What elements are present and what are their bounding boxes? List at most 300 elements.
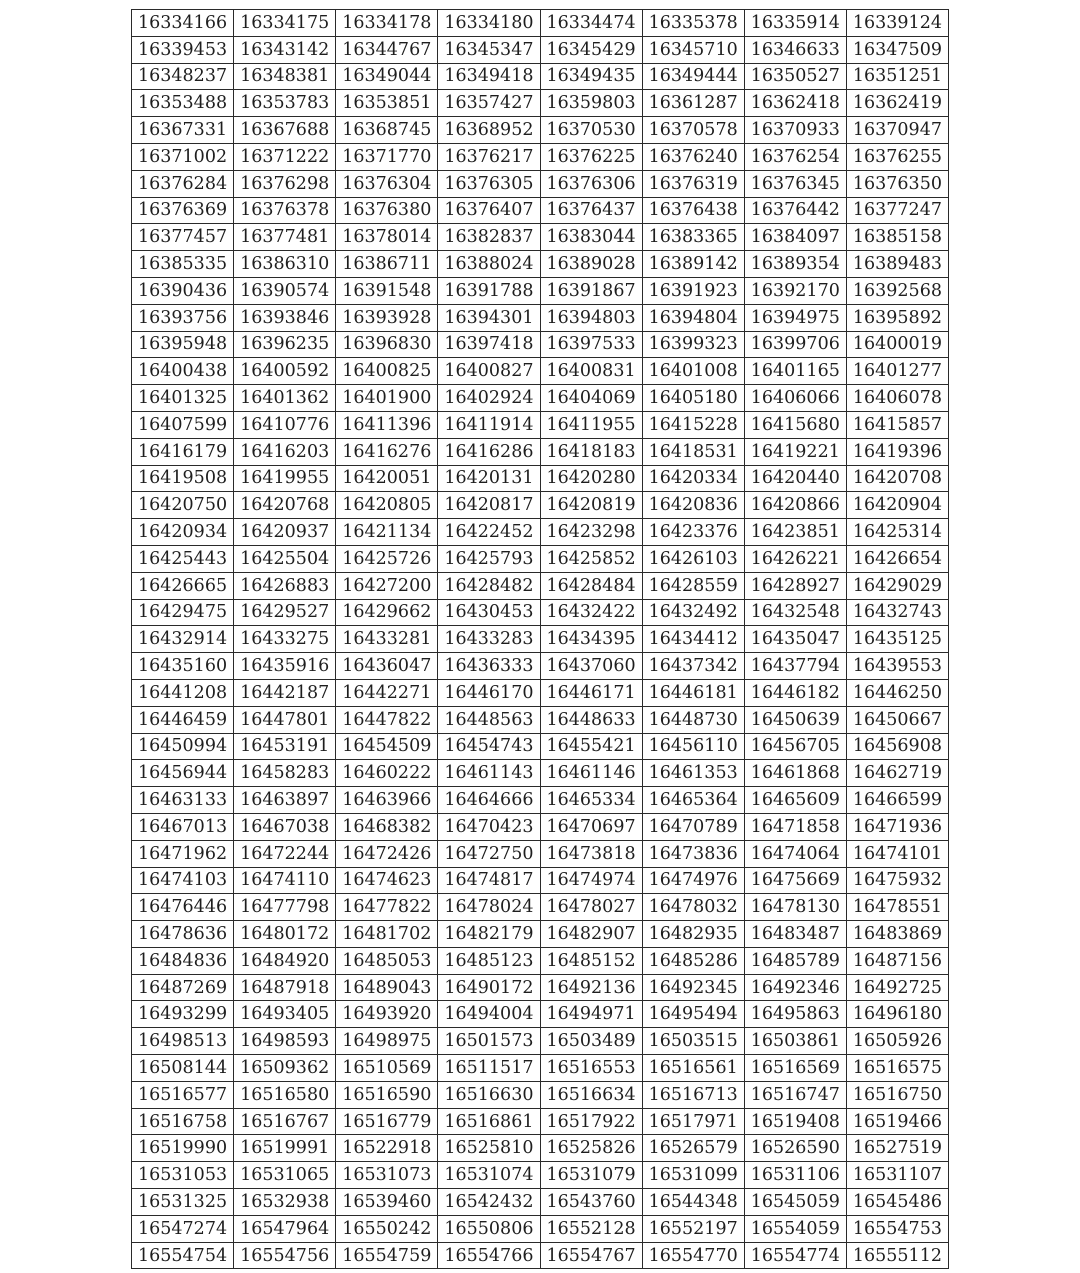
- table-cell: 16516750: [846, 1081, 948, 1108]
- table-cell: 16416179: [132, 438, 234, 465]
- table-cell: 16477798: [234, 894, 336, 921]
- table-cell: 16376284: [132, 170, 234, 197]
- table-cell: 16425852: [540, 545, 642, 572]
- table-cell: 16397533: [540, 331, 642, 358]
- table-cell: 16376350: [846, 170, 948, 197]
- table-row: [132, 63, 949, 90]
- table-cell: 16516553: [540, 1055, 642, 1082]
- table-cell: 16419396: [846, 438, 948, 465]
- table-cell: 16377457: [132, 224, 234, 251]
- table-cell: 16411914: [438, 411, 540, 438]
- table-cell: 16531107: [846, 1162, 948, 1189]
- table-cell: 16545486: [846, 1189, 948, 1216]
- table-row: [132, 358, 949, 385]
- table-cell: 16416203: [234, 438, 336, 465]
- table-cell: 16335914: [744, 10, 846, 37]
- table-cell: 16475669: [744, 867, 846, 894]
- table-cell: 16361287: [642, 90, 744, 117]
- table-cell: 16378014: [336, 224, 438, 251]
- table-row: [132, 1081, 949, 1108]
- table-cell: 16376442: [744, 197, 846, 224]
- table-cell: 16475932: [846, 867, 948, 894]
- table-row: [132, 760, 949, 787]
- table-cell: 16446171: [540, 679, 642, 706]
- table-cell: 16423376: [642, 519, 744, 546]
- table-cell: 16420817: [438, 492, 540, 519]
- table-cell: 16473836: [642, 840, 744, 867]
- table-cell: 16454743: [438, 733, 540, 760]
- table-cell: 16434412: [642, 626, 744, 653]
- table-cell: 16516561: [642, 1055, 744, 1082]
- table-row: [132, 974, 949, 1001]
- table-row: [132, 1215, 949, 1242]
- table-cell: 16495494: [642, 1001, 744, 1028]
- table-cell: 16426665: [132, 572, 234, 599]
- table-cell: 16446182: [744, 679, 846, 706]
- table-row: [132, 733, 949, 760]
- table-cell: 16460222: [336, 760, 438, 787]
- table-cell: 16370947: [846, 117, 948, 144]
- table-cell: 16554767: [540, 1242, 642, 1269]
- table-cell: 16416276: [336, 438, 438, 465]
- table-cell: 16343142: [234, 36, 336, 63]
- table-cell: 16494971: [540, 1001, 642, 1028]
- table-cell: 16519991: [234, 1135, 336, 1162]
- table-cell: 16406066: [744, 385, 846, 412]
- table-cell: 16480172: [234, 921, 336, 948]
- table-cell: 16394975: [744, 304, 846, 331]
- table-cell: 16396235: [234, 331, 336, 358]
- table-cell: 16447801: [234, 706, 336, 733]
- table-cell: 16415857: [846, 411, 948, 438]
- table-cell: 16470423: [438, 813, 540, 840]
- table-cell: 16376319: [642, 170, 744, 197]
- table-cell: 16474110: [234, 867, 336, 894]
- table-cell: 16465364: [642, 787, 744, 814]
- table-cell: 16531074: [438, 1162, 540, 1189]
- table-cell: 16376437: [540, 197, 642, 224]
- table-cell: 16442271: [336, 679, 438, 706]
- table-cell: 16478027: [540, 894, 642, 921]
- table-cell: 16426883: [234, 572, 336, 599]
- table-cell: 16425443: [132, 545, 234, 572]
- table-cell: 16495863: [744, 1001, 846, 1028]
- table-cell: 16401008: [642, 358, 744, 385]
- table-cell: 16470789: [642, 813, 744, 840]
- table-cell: 16429029: [846, 572, 948, 599]
- table-cell: 16425793: [438, 545, 540, 572]
- table-cell: 16468382: [336, 813, 438, 840]
- table-row: [132, 36, 949, 63]
- table-cell: 16376345: [744, 170, 846, 197]
- table-row: [132, 1001, 949, 1028]
- table-cell: 16492136: [540, 974, 642, 1001]
- table-cell: 16370578: [642, 117, 744, 144]
- table-cell: 16383044: [540, 224, 642, 251]
- table-cell: 16420280: [540, 465, 642, 492]
- table-cell: 16420819: [540, 492, 642, 519]
- table-cell: 16423851: [744, 519, 846, 546]
- table-cell: 16420934: [132, 519, 234, 546]
- table-cell: 16519466: [846, 1108, 948, 1135]
- table-cell: 16474101: [846, 840, 948, 867]
- table-cell: 16543760: [540, 1189, 642, 1216]
- table-cell: 16368952: [438, 117, 540, 144]
- table-cell: 16334175: [234, 10, 336, 37]
- table-cell: 16346633: [744, 36, 846, 63]
- table-cell: 16450639: [744, 706, 846, 733]
- table-cell: 16463897: [234, 787, 336, 814]
- table-cell: 16482179: [438, 921, 540, 948]
- table-cell: 16471962: [132, 840, 234, 867]
- table-cell: 16420904: [846, 492, 948, 519]
- table-cell: 16376254: [744, 143, 846, 170]
- table-cell: 16359803: [540, 90, 642, 117]
- table-cell: 16334180: [438, 10, 540, 37]
- table-cell: 16388024: [438, 251, 540, 278]
- table-cell: 16353488: [132, 90, 234, 117]
- table-cell: 16389483: [846, 251, 948, 278]
- table-cell: 16415228: [642, 411, 744, 438]
- table-cell: 16516747: [744, 1081, 846, 1108]
- table-cell: 16478032: [642, 894, 744, 921]
- table-cell: 16448563: [438, 706, 540, 733]
- table-cell: 16349444: [642, 63, 744, 90]
- table-cell: 16349418: [438, 63, 540, 90]
- table-cell: 16376438: [642, 197, 744, 224]
- table-cell: 16455421: [540, 733, 642, 760]
- table-cell: 16402924: [438, 385, 540, 412]
- table-cell: 16430453: [438, 599, 540, 626]
- table-cell: 16482935: [642, 921, 744, 948]
- table-cell: 16503861: [744, 1028, 846, 1055]
- table-cell: 16463966: [336, 787, 438, 814]
- table-cell: 16390436: [132, 277, 234, 304]
- table-cell: 16377247: [846, 197, 948, 224]
- table-cell: 16349435: [540, 63, 642, 90]
- table-cell: 16401900: [336, 385, 438, 412]
- table-cell: 16446181: [642, 679, 744, 706]
- table-cell: 16419221: [744, 438, 846, 465]
- table-cell: 16474976: [642, 867, 744, 894]
- table-cell: 16395892: [846, 304, 948, 331]
- table-cell: 16554753: [846, 1215, 948, 1242]
- table-cell: 16516575: [846, 1055, 948, 1082]
- table-row: [132, 170, 949, 197]
- table-cell: 16425504: [234, 545, 336, 572]
- table-cell: 16485286: [642, 947, 744, 974]
- table-cell: 16461353: [642, 760, 744, 787]
- table-row: [132, 197, 949, 224]
- table-cell: 16433275: [234, 626, 336, 653]
- table-cell: 16492346: [744, 974, 846, 1001]
- table-cell: 16362418: [744, 90, 846, 117]
- table-cell: 16370933: [744, 117, 846, 144]
- table-cell: 16415680: [744, 411, 846, 438]
- table-cell: 16516767: [234, 1108, 336, 1135]
- table-cell: 16434395: [540, 626, 642, 653]
- table-cell: 16503515: [642, 1028, 744, 1055]
- table-cell: 16487156: [846, 947, 948, 974]
- table-cell: 16484836: [132, 947, 234, 974]
- table-cell: 16393756: [132, 304, 234, 331]
- table-cell: 16435125: [846, 626, 948, 653]
- table-row: [132, 947, 949, 974]
- table-cell: 16422452: [438, 519, 540, 546]
- table-cell: 16376225: [540, 143, 642, 170]
- table-cell: 16550806: [438, 1215, 540, 1242]
- table-cell: 16510569: [336, 1055, 438, 1082]
- table-cell: 16456705: [744, 733, 846, 760]
- table-row: [132, 706, 949, 733]
- table-cell: 16377481: [234, 224, 336, 251]
- table-cell: 16433281: [336, 626, 438, 653]
- table-row: [132, 1108, 949, 1135]
- table-cell: 16544348: [642, 1189, 744, 1216]
- table-cell: 16492725: [846, 974, 948, 1001]
- table-cell: 16428927: [744, 572, 846, 599]
- table-cell: 16447822: [336, 706, 438, 733]
- table-cell: 16426221: [744, 545, 846, 572]
- table-cell: 16371770: [336, 143, 438, 170]
- table-cell: 16465609: [744, 787, 846, 814]
- table-cell: 16401165: [744, 358, 846, 385]
- table-cell: 16351251: [846, 63, 948, 90]
- table-cell: 16386310: [234, 251, 336, 278]
- table-cell: 16382837: [438, 224, 540, 251]
- table-cell: 16442187: [234, 679, 336, 706]
- table-row: [132, 599, 949, 626]
- table-cell: 16399706: [744, 331, 846, 358]
- table-row: [132, 90, 949, 117]
- table-cell: 16426103: [642, 545, 744, 572]
- table-cell: 16483487: [744, 921, 846, 948]
- table-cell: 16519408: [744, 1108, 846, 1135]
- table-cell: 16498513: [132, 1028, 234, 1055]
- table-cell: 16531053: [132, 1162, 234, 1189]
- table-cell: 16554766: [438, 1242, 540, 1269]
- table-cell: 16419955: [234, 465, 336, 492]
- table-cell: 16456944: [132, 760, 234, 787]
- table-cell: 16517922: [540, 1108, 642, 1135]
- table-cell: 16554754: [132, 1242, 234, 1269]
- table-cell: 16400019: [846, 331, 948, 358]
- table-cell: 16367331: [132, 117, 234, 144]
- table-cell: 16554756: [234, 1242, 336, 1269]
- table-cell: 16400831: [540, 358, 642, 385]
- table-cell: 16418183: [540, 438, 642, 465]
- table-cell: 16357427: [438, 90, 540, 117]
- table-cell: 16554759: [336, 1242, 438, 1269]
- table-cell: 16439553: [846, 653, 948, 680]
- table-cell: 16450994: [132, 733, 234, 760]
- table-cell: 16362419: [846, 90, 948, 117]
- table-cell: 16334166: [132, 10, 234, 37]
- table-cell: 16420131: [438, 465, 540, 492]
- table-cell: 16339124: [846, 10, 948, 37]
- table-cell: 16446250: [846, 679, 948, 706]
- table-cell: 16484920: [234, 947, 336, 974]
- table-row: [132, 117, 949, 144]
- table-cell: 16429662: [336, 599, 438, 626]
- table-cell: 16493299: [132, 1001, 234, 1028]
- table-cell: 16416286: [438, 438, 540, 465]
- table-cell: 16531325: [132, 1189, 234, 1216]
- table-cell: 16555112: [846, 1242, 948, 1269]
- table-cell: 16531065: [234, 1162, 336, 1189]
- table-cell: 16552197: [642, 1215, 744, 1242]
- table-cell: 16485123: [438, 947, 540, 974]
- table-cell: 16376306: [540, 170, 642, 197]
- table-cell: 16391923: [642, 277, 744, 304]
- table-cell: 16509362: [234, 1055, 336, 1082]
- table-cell: 16376378: [234, 197, 336, 224]
- table-cell: 16421134: [336, 519, 438, 546]
- table-cell: 16471858: [744, 813, 846, 840]
- table-cell: 16516580: [234, 1081, 336, 1108]
- table-cell: 16390574: [234, 277, 336, 304]
- table-cell: 16517971: [642, 1108, 744, 1135]
- table-cell: 16425314: [846, 519, 948, 546]
- table-cell: 16448633: [540, 706, 642, 733]
- table-cell: 16389028: [540, 251, 642, 278]
- table-cell: 16498593: [234, 1028, 336, 1055]
- table-cell: 16505926: [846, 1028, 948, 1055]
- table-cell: 16472750: [438, 840, 540, 867]
- table-cell: 16420750: [132, 492, 234, 519]
- table-cell: 16394803: [540, 304, 642, 331]
- table-cell: 16348381: [234, 63, 336, 90]
- table-cell: 16386711: [336, 251, 438, 278]
- table-cell: 16532938: [234, 1189, 336, 1216]
- table-cell: 16476446: [132, 894, 234, 921]
- table-cell: 16516577: [132, 1081, 234, 1108]
- table-cell: 16401277: [846, 358, 948, 385]
- table-cell: 16552128: [540, 1215, 642, 1242]
- table-row: [132, 653, 949, 680]
- table-cell: 16466599: [846, 787, 948, 814]
- table-cell: 16435916: [234, 653, 336, 680]
- table-cell: 16420937: [234, 519, 336, 546]
- table-cell: 16349044: [336, 63, 438, 90]
- table-row: [132, 545, 949, 572]
- table-cell: 16458283: [234, 760, 336, 787]
- table-cell: 16474974: [540, 867, 642, 894]
- table-row: [132, 813, 949, 840]
- table-row: [132, 921, 949, 948]
- table-cell: 16545059: [744, 1189, 846, 1216]
- table-cell: 16436333: [438, 653, 540, 680]
- table-cell: 16432422: [540, 599, 642, 626]
- table-cell: 16396830: [336, 331, 438, 358]
- table-cell: 16516630: [438, 1081, 540, 1108]
- table-cell: 16353851: [336, 90, 438, 117]
- table-cell: 16511517: [438, 1055, 540, 1082]
- table-cell: 16485152: [540, 947, 642, 974]
- table-cell: 16420051: [336, 465, 438, 492]
- table-cell: 16420768: [234, 492, 336, 519]
- table-cell: 16525810: [438, 1135, 540, 1162]
- table-cell: 16494004: [438, 1001, 540, 1028]
- table-cell: 16462719: [846, 760, 948, 787]
- table-cell: 16489043: [336, 974, 438, 1001]
- table-cell: 16485053: [336, 947, 438, 974]
- table-cell: 16371002: [132, 143, 234, 170]
- table-cell: 16487269: [132, 974, 234, 1001]
- table-cell: 16345429: [540, 36, 642, 63]
- table-cell: 16519990: [132, 1135, 234, 1162]
- table-cell: 16487918: [234, 974, 336, 1001]
- table-cell: 16467038: [234, 813, 336, 840]
- table-cell: 16432914: [132, 626, 234, 653]
- table-cell: 16385158: [846, 224, 948, 251]
- table-cell: 16441208: [132, 679, 234, 706]
- table-cell: 16429475: [132, 599, 234, 626]
- table-row: [132, 679, 949, 706]
- table-cell: 16411396: [336, 411, 438, 438]
- table-cell: 16432743: [846, 599, 948, 626]
- table-row: [132, 1242, 949, 1269]
- table-cell: 16376305: [438, 170, 540, 197]
- table-cell: 16503489: [540, 1028, 642, 1055]
- table-cell: 16429527: [234, 599, 336, 626]
- table-cell: 16470697: [540, 813, 642, 840]
- table-cell: 16490172: [438, 974, 540, 1001]
- table-row: [132, 304, 949, 331]
- table-cell: 16554774: [744, 1242, 846, 1269]
- table-row: [132, 251, 949, 278]
- table-cell: 16376298: [234, 170, 336, 197]
- table-cell: 16392170: [744, 277, 846, 304]
- table-cell: 16450667: [846, 706, 948, 733]
- table-row: [132, 492, 949, 519]
- table-cell: 16496180: [846, 1001, 948, 1028]
- table-cell: 16471936: [846, 813, 948, 840]
- table-cell: 16397418: [438, 331, 540, 358]
- table-cell: 16423298: [540, 519, 642, 546]
- table-cell: 16394301: [438, 304, 540, 331]
- table-row: [132, 1189, 949, 1216]
- table-cell: 16465334: [540, 787, 642, 814]
- table-cell: 16432492: [642, 599, 744, 626]
- table-cell: 16420708: [846, 465, 948, 492]
- table-row: [132, 224, 949, 251]
- table-cell: 16400592: [234, 358, 336, 385]
- table-cell: 16339453: [132, 36, 234, 63]
- table-cell: 16453191: [234, 733, 336, 760]
- table-cell: 16404069: [540, 385, 642, 412]
- table-cell: 16436047: [336, 653, 438, 680]
- table-cell: 16516779: [336, 1108, 438, 1135]
- table-cell: 16368745: [336, 117, 438, 144]
- table-cell: 16446459: [132, 706, 234, 733]
- table-cell: 16435047: [744, 626, 846, 653]
- table-row: [132, 1135, 949, 1162]
- table-cell: 16371222: [234, 143, 336, 170]
- table-row: [132, 894, 949, 921]
- table-cell: 16428484: [540, 572, 642, 599]
- table-cell: 16516569: [744, 1055, 846, 1082]
- table-cell: 16370530: [540, 117, 642, 144]
- table-cell: 16516713: [642, 1081, 744, 1108]
- table-cell: 16516634: [540, 1081, 642, 1108]
- table-cell: 16410776: [234, 411, 336, 438]
- table-cell: 16456908: [846, 733, 948, 760]
- table-cell: 16481702: [336, 921, 438, 948]
- table-cell: 16539460: [336, 1189, 438, 1216]
- table-row: [132, 1162, 949, 1189]
- table-row: [132, 438, 949, 465]
